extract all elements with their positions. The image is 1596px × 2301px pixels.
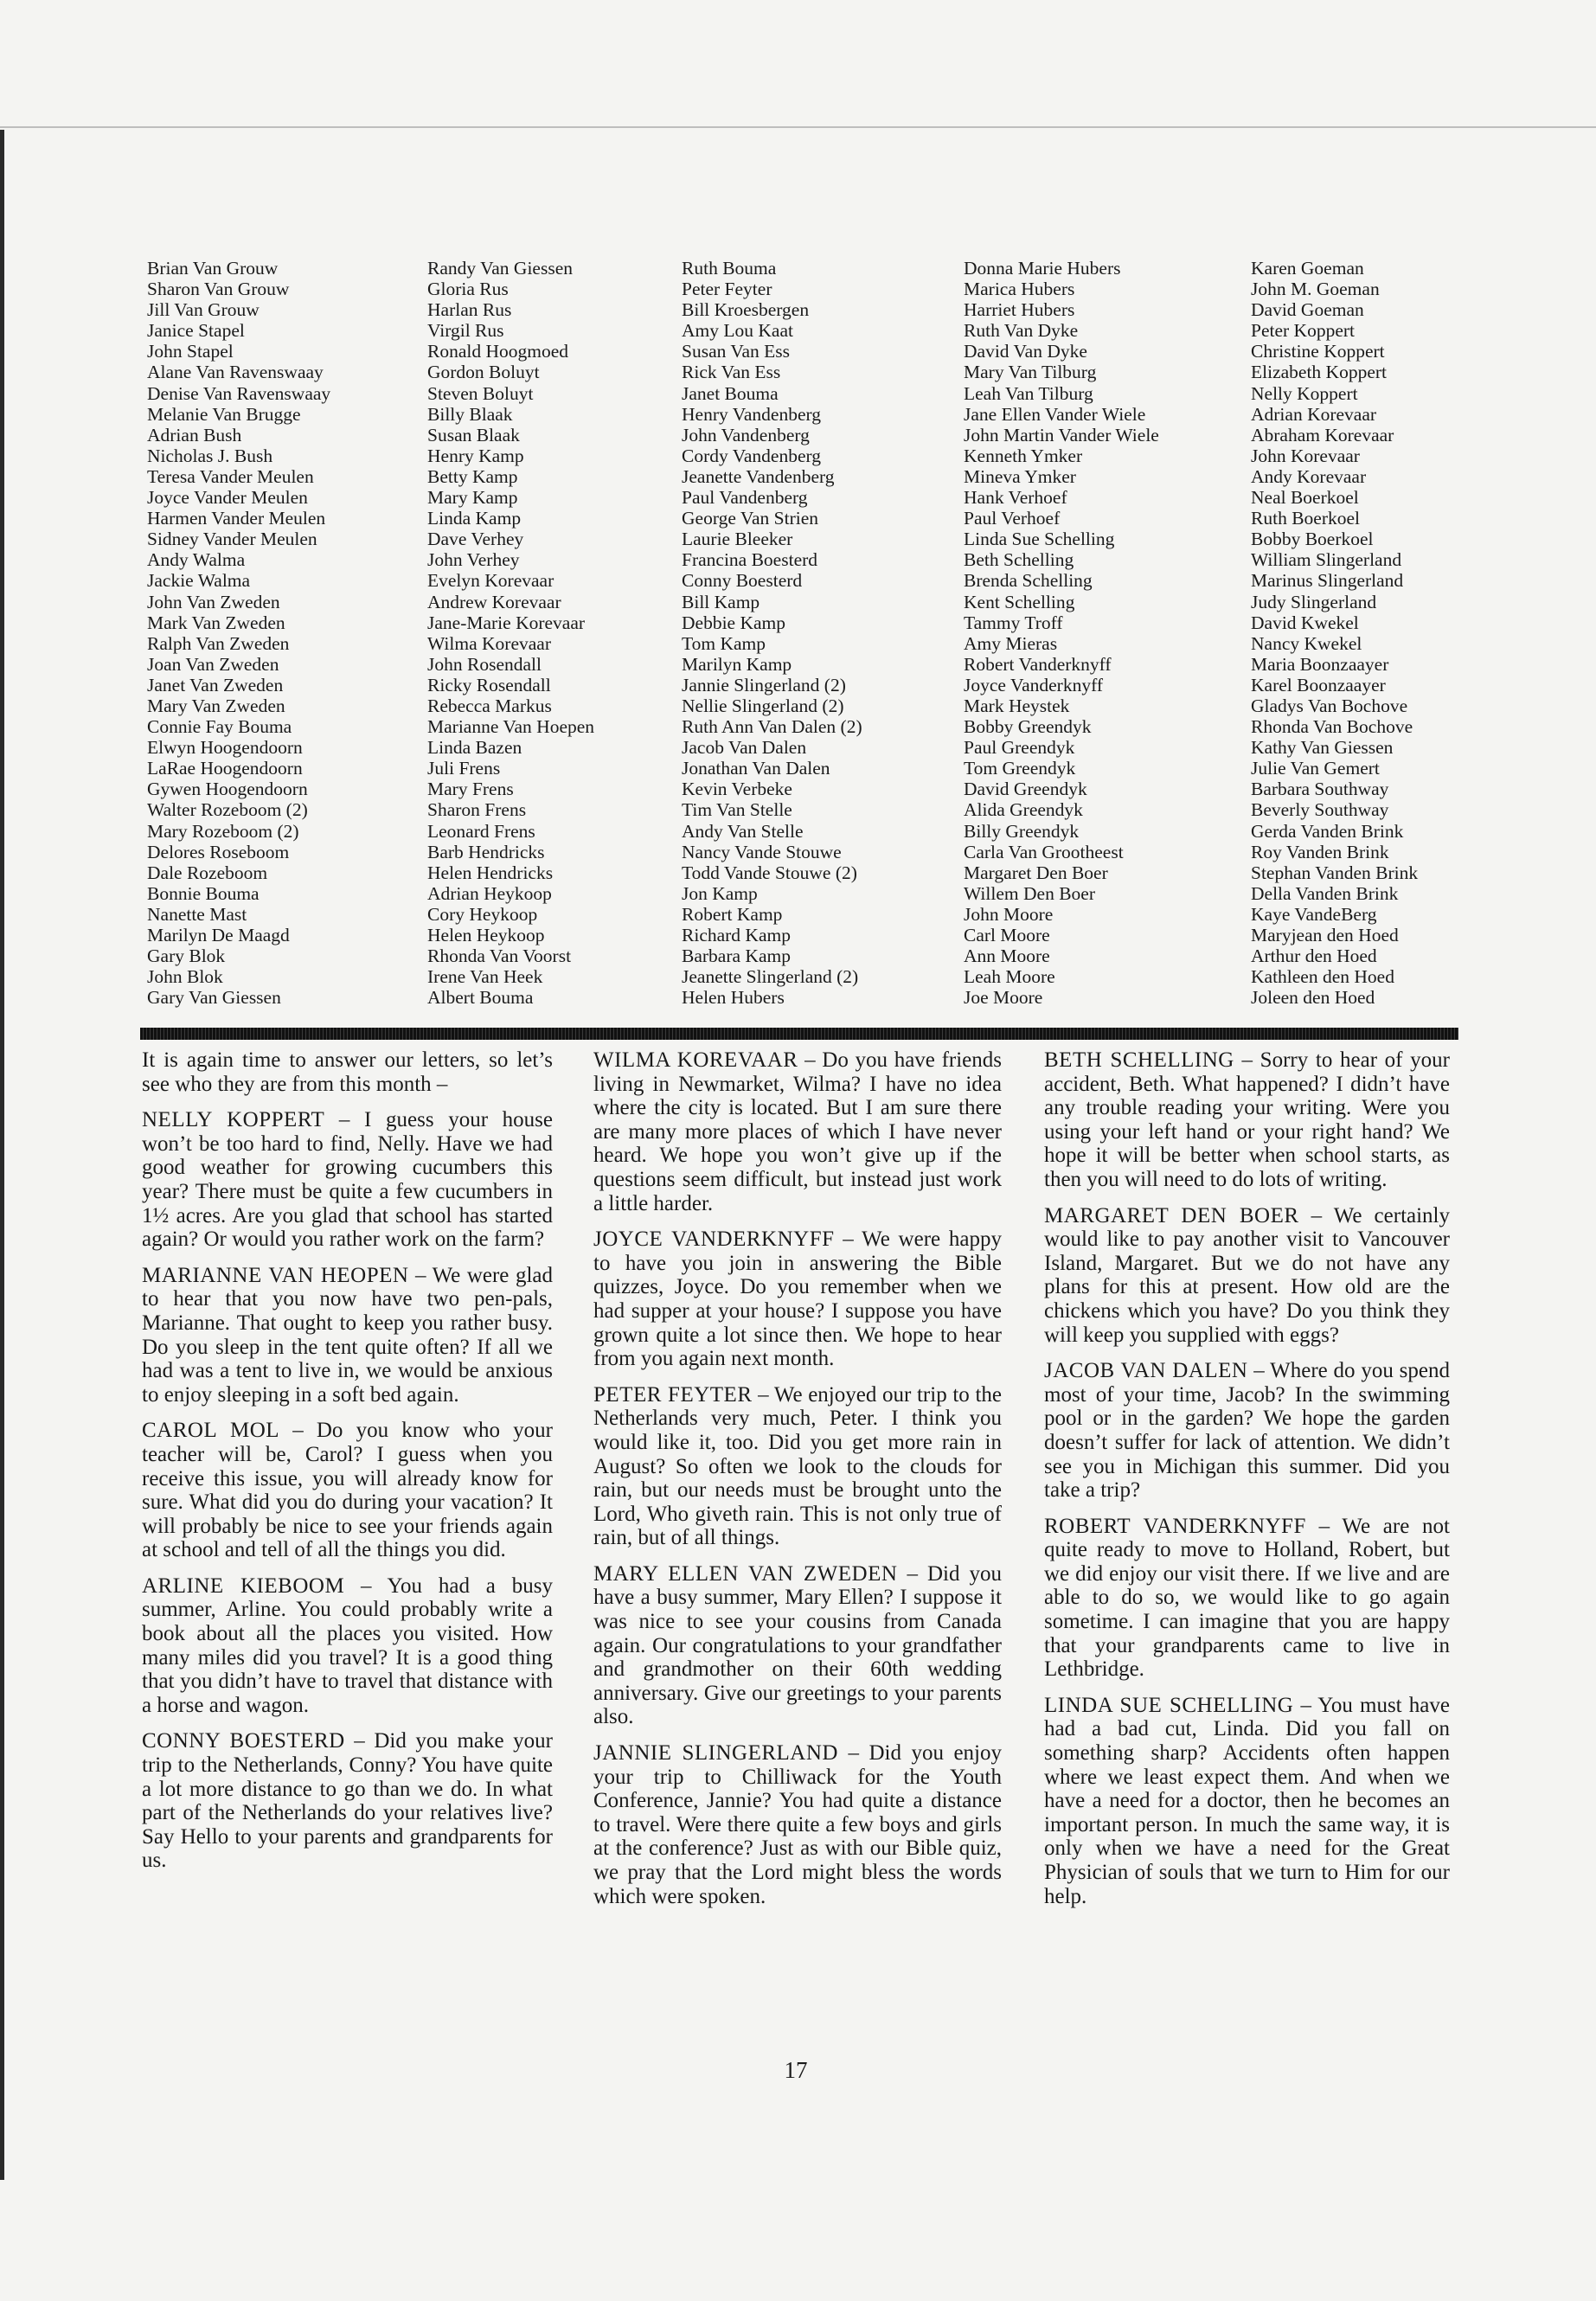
names-column-1 [147,258,330,1008]
name-entry: Helen Hendricks [427,862,554,883]
name-entry: Helen Heykoop [427,925,545,945]
name-entry: Leah Moore [964,966,1055,988]
name-entry: Mary Van Tilburg [964,362,1097,383]
name-entry: Debbie Kamp [682,612,786,633]
name-entry: Janice Stapel [147,320,245,342]
name-entry: Elwyn Hoogendoorn [147,737,303,759]
name-entry: Karel Boonzaayer [1251,674,1386,695]
name-entry: Andrew Korevaar [427,591,561,612]
name-entry: John Vandenberg [682,424,810,445]
name-entry: Mark Van Zweden [147,612,285,633]
name-entry: Elizabeth Koppert [1251,362,1388,383]
name-entry: Henry Kamp [427,445,524,466]
letter-text: – Did you make your trip to the Netherlands, Conny? You have quite a lot more distance to go than we do. In what part of the Netherlands do your relatives live? Say Hello to your parents and grandparents for us. [142,1729,554,1873]
letter-reply [142,1419,553,1562]
letter-recipient-name: MARIANNE VAN HEOPEN [142,1263,409,1287]
name-entry: Kevin Verbeke [682,779,792,800]
letter-text: – Where do you spend most of your time, Jacob? In the swimming pool or in the garden? We hope the garden doesn’t suffer for lack of attention. We didn’t see you in Michigan this summer. Did you take a trip? [1044,1359,1450,1503]
name-entry: Kathleen den Hoed [1251,966,1394,988]
name-entry: Gordon Boluyt [427,362,540,383]
name-entry: Joan Van Zweden [147,653,279,675]
name-entry: Peter Koppert [1251,320,1356,342]
name-entry: Jon Kamp [682,882,758,904]
name-entry: Alida Greendyk [964,799,1083,821]
name-entry: John Verhey [427,549,520,571]
name-entry: Harlan Rus [427,299,512,321]
letter-text: – We enjoyed our trip to the Netherlands very much, Peter. I think you would like it, too. Did you get more rain in August? So often we look to the clouds for rain, but our needs must be brought unto the Lord, Who giveth rain. This is not only true of rain, but of all things. [593,1382,1002,1550]
name-entry: Leah Van Tilburg [964,382,1093,404]
name-entry: Mary Kamp [427,487,518,509]
name-entry: William Slingerland [1251,549,1402,571]
name-entry: Andy Walma [147,549,246,571]
name-entry: Nancy Vande Stouwe [682,841,842,862]
name-entry: Gary Blok [147,945,226,967]
name-entry: Jackie Walma [147,570,251,592]
name-entry: Barbara Southway [1251,779,1389,800]
name-entry: Marinus Slingerland [1251,570,1404,592]
name-entry: Ruth Ann Van Dalen (2) [682,716,862,738]
name-entry: Linda Sue Schelling [964,529,1115,550]
name-entry: Conny Boesterd [682,570,803,592]
name-entry: Karen Goeman [1251,258,1364,279]
name-entry: Ruth Van Dyke [964,320,1079,342]
name-entry: Wilma Korevaar [427,632,551,654]
name-entry: Nancy Kwekel [1251,632,1362,654]
name-entry: Jane-Marie Korevaar [427,612,586,633]
name-entry: Ricky Rosendall [427,674,551,695]
name-entry: Sidney Vander Meulen [147,529,317,550]
letter-recipient-name: JOYCE VANDERKNYFF [593,1227,835,1252]
name-entry: Andy Van Stelle [682,820,804,842]
name-entry: Adrian Heykoop [427,882,552,904]
name-entry: Virgil Rus [427,320,504,342]
letter-recipient-name: WILMA KOREVAAR [593,1048,798,1072]
letter-reply [593,1562,1002,1729]
name-entry: Randy Van Giessen [427,258,574,279]
name-entry: Bobby Greendyk [964,716,1092,738]
name-entry: Adrian Bush [147,424,242,445]
letter-recipient-name: MARGARET DEN BOER [1044,1203,1299,1227]
name-entry: Billy Greendyk [964,820,1080,842]
name-entry: Beth Schelling [964,549,1074,571]
name-entry: Mark Heystek [964,695,1070,716]
name-entry: Robert Kamp [682,903,783,925]
name-entry: Margaret Den Boer [964,862,1108,883]
name-entry: Carla Van Grootheest [964,841,1124,862]
letter-recipient-name: CAROL MOL [142,1419,280,1443]
letter-text: – Do you know who your teacher will be, Carol? I guess when you receive this issue, you will already know for sure. What did you do during your vacation? It will probably be nice to see your friends again at school and tell of all the things you did. [142,1419,553,1562]
name-entry: Todd Vande Stouwe (2) [682,862,857,883]
name-entry: Jonathan Van Dalen [682,758,830,779]
name-entry: David Kwekel [1251,612,1359,633]
name-entry: Helen Hubers [682,987,785,1009]
name-entry: Rhonda Van Voorst [427,945,572,967]
name-entry: Harmen Vander Meulen [147,508,326,529]
name-entry: Ann Moore [964,945,1050,967]
section-divider [140,1028,1458,1040]
name-entry: Janet Van Zweden [147,674,284,695]
letter-recipient-name: JACOB VAN DALEN [1044,1359,1248,1383]
scan-edge-left [0,130,4,2180]
letter-recipient-name: BETH SCHELLING [1044,1048,1234,1072]
name-entry: Kathy Van Giessen [1251,737,1394,759]
name-entry: Ruth Bouma [682,258,777,279]
name-entry: Jill Van Grouw [147,299,260,321]
name-entry: Tom Greendyk [964,758,1076,779]
name-entry: Mary Rozeboom (2) [147,820,299,842]
letter-recipient-name: LINDA SUE SCHELLING [1044,1693,1294,1717]
letter-text: – Do you have friends living in Newmarket, Wilma? I have no idea where the city is located. But I am sure there are many more places of which I have never heard. We hope you won’t give up if the questions seem difficult, but instead just work a little harder. [593,1048,1003,1215]
letter-recipient-name: JANNIE SLINGERLAND [593,1741,838,1766]
name-entry: Hank Verhoef [964,487,1067,509]
name-entry: John Blok [147,966,223,988]
names-column-5 [1251,258,1418,1008]
name-entry: Stephan Vanden Brink [1251,862,1419,883]
name-entry: LaRae Hoogendoorn [147,758,303,779]
name-entry: Billy Blaak [427,403,513,425]
name-entry: Bonnie Bouma [147,882,260,904]
name-entry: Mary Frens [427,779,514,800]
name-entry: Marica Hubers [964,279,1075,300]
name-entry: Janet Bouma [682,382,779,404]
name-entry: David Goeman [1251,299,1364,321]
names-column-4 [964,258,1159,1008]
letter-text: – You must have had a bad cut, Linda. Did you fall on something sharp? Accidents often happen where we least expect them. And when we have a need for a doctor, then he becomes an important person. In much the same way, it is only when we have a need for the Great Physician of souls that we turn to Him for our help. [1044,1693,1450,1908]
letter-text: – We are not quite ready to move to Holland, Robert, but we did enjoy our visit there. If we live and are able to do so, we would like to go again sometime. I can imagine that you are happy that your grandparents came to live in Lethbridge. [1044,1514,1450,1682]
name-entry: Betty Kamp [427,465,518,487]
letter-reply [1044,1359,1450,1503]
letter-reply [1044,1204,1450,1348]
name-entry: Dale Rozeboom [147,862,268,883]
name-entry: Kenneth Ymker [964,445,1083,466]
name-entry: Bill Kamp [682,591,760,612]
name-entry: Della Vanden Brink [1251,882,1399,904]
name-entry: Neal Boerkoel [1251,487,1359,509]
name-entry: Dave Verhey [427,529,524,550]
letter-reply [593,1227,1002,1371]
name-entry: John Martin Vander Wiele [964,424,1159,445]
name-entry: Bobby Boerkoel [1251,529,1374,550]
name-entry: George Van Strien [682,508,819,529]
name-entry: Tammy Troff [964,612,1063,633]
letter-text: – Did you have a busy summer, Mary Ellen? I suppose it was nice to see your cousins from Canada again. Our congratulations to your grandfather and grandmother on their 60th wedding anniversary. Give our greetings to your parents also. [593,1561,1002,1729]
name-entry: Rick Van Ess [682,362,781,383]
letter-reply [142,1108,553,1252]
letter-recipient-name: PETER FEYTER [593,1382,753,1407]
name-entry: Judy Slingerland [1251,591,1377,612]
name-entry: Cordy Vandenberg [682,445,822,466]
letter-reply [142,1264,553,1407]
name-entry: Ruth Boerkoel [1251,508,1360,529]
name-entry: Kaye VandeBerg [1251,903,1377,925]
name-entry: John M. Goeman [1251,279,1380,300]
letter-text: – Sorry to hear of your accident, Beth. What happened? I didn’t have any trouble reading your writing. Were you using your left hand or your right hand? We hope it will be better when school starts, as then you will need to do lots of writing. [1044,1048,1451,1191]
name-entry: Linda Kamp [427,508,522,529]
name-entry: Tim Van Stelle [682,799,792,821]
name-entry: Peter Feyter [682,279,772,300]
name-entry: Amy Lou Kaat [682,320,793,342]
name-entry: John Moore [964,903,1054,925]
name-entry: Leonard Frens [427,820,535,842]
name-entry: Walter Rozeboom (2) [147,799,308,821]
name-entry: Maria Boonzaayer [1251,653,1389,675]
name-entry: Connie Fay Bouma [147,716,292,738]
letter-reply [1044,1694,1450,1908]
name-entry: Abraham Korevaar [1251,424,1394,445]
letters-column-1 [142,1048,553,1885]
letter-reply [142,1048,553,1096]
name-entry: Laurie Bleeker [682,529,793,550]
letter-reply [1044,1048,1450,1192]
page-number: 17 [784,2057,808,2083]
name-entry: Alane Van Ravenswaay [147,362,324,383]
name-entry: Roy Vanden Brink [1251,841,1389,862]
name-entry: Bill Kroesbergen [682,299,810,321]
name-entry: Henry Vandenberg [682,403,822,425]
name-entry: Gary Van Giessen [147,987,281,1009]
name-entry: Paul Greendyk [964,737,1075,759]
name-entry: John Stapel [147,341,234,362]
name-entry: Maryjean den Hoed [1251,925,1399,945]
name-entry: Nanette Mast [147,903,247,925]
name-entry: Sharon Van Grouw [147,279,290,300]
letter-reply [593,1048,1002,1215]
name-entry: Irene Van Heek [427,966,543,988]
name-entry: Joyce Vanderknyff [964,674,1104,695]
name-entry: Marianne Van Hoepen [427,716,595,738]
name-entry: Mary Van Zweden [147,695,285,716]
name-entry: Carl Moore [964,925,1050,945]
name-entry: Harriet Hubers [964,299,1075,321]
name-entry: Jeanette Vandenberg [682,465,835,487]
name-entry: Susan Blaak [427,424,520,445]
letters-column-3 [1044,1048,1450,1920]
letters-column-2 [593,1048,1002,1920]
name-entry: Steven Boluyt [427,382,534,404]
name-entry: Willem Den Boer [964,882,1095,904]
name-entry: Andy Korevaar [1251,465,1367,487]
name-entry: Marilyn Kamp [682,653,792,675]
name-entry: Mineva Ymker [964,465,1076,487]
name-entry: Arthur den Hoed [1251,945,1377,967]
name-entry: Richard Kamp [682,925,791,945]
letter-reply [142,1729,553,1873]
name-entry: Rebecca Markus [427,695,552,716]
name-entry: Cory Heykoop [427,903,538,925]
names-column-3 [682,258,862,1008]
name-entry: Donna Marie Hubers [964,258,1121,279]
name-entry: Christine Koppert [1251,341,1385,362]
name-entry: Amy Mieras [964,632,1058,654]
name-entry: Jeanette Slingerland (2) [682,966,859,988]
name-entry: Albert Bouma [427,987,534,1009]
name-entry: Denise Van Ravenswaay [147,382,331,404]
letter-recipient-name: ARLINE KIEBOOM [142,1574,345,1598]
name-entry: Julie Van Gemert [1251,758,1380,779]
name-entry: Nicholas J. Bush [147,445,273,466]
name-entry: Ralph Van Zweden [147,632,290,654]
name-entry: David Greendyk [964,779,1087,800]
letter-recipient-name: MARY ELLEN VAN ZWEDEN [593,1561,898,1586]
name-entry: Robert Vanderknyff [964,653,1112,675]
name-entry: Joe Moore [964,987,1043,1009]
name-entry: Jannie Slingerland (2) [682,674,846,695]
letter-text: – We certainly would like to pay another visit to Vancouver Island, Margaret. But we do not have any plans for this at present. How old are the chickens which you have? Do you think they will keep you supplied with eggs? [1044,1203,1450,1347]
letter-text: – We were happy to have you join in answering the Bible quizzes, Joyce. Do you remember when we had supper at your house? I suppose you have grown quite a lot since then. We hope to hear from you again next month. [593,1227,1002,1371]
name-entry: Susan Van Ess [682,341,791,362]
name-entry: Nelly Koppert [1251,382,1358,404]
name-entry: Barbara Kamp [682,945,791,967]
name-entry: Kent Schelling [964,591,1075,612]
letter-recipient-name: ROBERT VANDERKNYFF [1044,1514,1306,1538]
letter-text: – I guess your house won’t be too hard to find, Nelly. Have we had good weather for growing cucumbers this year? There must be quite a few cucumbers in 1½ acres. Are you glad that school has started again? Or would you rather work on the farm? [142,1108,553,1252]
letter-recipient-name: CONNY BOESTERD [142,1729,345,1753]
letter-reply [1044,1515,1450,1682]
name-entry: Gladys Van Bochove [1251,695,1408,716]
name-entry: Paul Vandenberg [682,487,808,509]
name-entry: John Korevaar [1251,445,1360,466]
name-entry: Rhonda Van Bochove [1251,716,1413,738]
name-entry: Nellie Slingerland (2) [682,695,844,716]
letter-text: – Did you enjoy your trip to Chilliwack for the Youth Conference, Jannie? You had quite a distance to travel. Were there quite a few boys and girls at the conference? Just as with our Bible quiz, we pray that the Lord might bless the words which were spoken. [593,1741,1003,1908]
name-entry: John Van Zweden [147,591,280,612]
name-entry: Paul Verhoef [964,508,1061,529]
letter-text: – We were glad to hear that you now have two pen-pals, Marianne. That ought to keep you rather busy. Do you sleep in the tent quite often? If all we had was a tent to live in, we would be anxious to enjoy sleeping in a soft bed again. [142,1263,553,1407]
name-entry: Jacob Van Dalen [682,737,807,759]
name-entry: Melanie Van Brugge [147,403,301,425]
name-entry: Joyce Vander Meulen [147,487,308,509]
name-entry: Juli Frens [427,758,501,779]
name-entry: Teresa Vander Meulen [147,465,314,487]
letter-recipient-name: NELLY KOPPERT [142,1108,325,1132]
name-entry: Beverly Southway [1251,799,1389,821]
name-entry: Gerda Vanden Brink [1251,820,1404,842]
name-entry: Jane Ellen Vander Wiele [964,403,1146,425]
name-entry: Brenda Schelling [964,570,1093,592]
name-entry: Brian Van Grouw [147,258,279,279]
name-entry: Ronald Hoogmoed [427,341,569,362]
name-entry: Gloria Rus [427,279,509,300]
name-entry: Francina Boesterd [682,549,818,571]
letter-text: It is again time to answer our letters, so let’s see who they are from this month – [142,1048,553,1096]
name-entry: Adrian Korevaar [1251,403,1377,425]
scan-edge-top [0,126,1596,128]
name-entry: Linda Bazen [427,737,522,759]
name-entry: Marilyn De Maagd [147,925,290,945]
letter-reply [593,1383,1002,1550]
name-entry: Tom Kamp [682,632,766,654]
name-entry: Gywen Hoogendoorn [147,779,308,800]
names-column-2 [427,258,594,1008]
letter-reply [142,1574,553,1718]
name-entry: Evelyn Korevaar [427,570,554,592]
name-entry: Barb Hendricks [427,841,545,862]
name-entry: John Rosendall [427,653,542,675]
letter-text: – You had a busy summer, Arline. You could probably write a book about all the places you visited. How many miles did you travel? It is a good thing that you didn’t have to travel that distance with a horse and wagon. [142,1574,553,1717]
name-entry: Delores Roseboom [147,841,290,862]
name-entry: Joleen den Hoed [1251,987,1375,1009]
letter-reply [593,1741,1002,1908]
name-entry: David Van Dyke [964,341,1087,362]
name-entry: Sharon Frens [427,799,527,821]
